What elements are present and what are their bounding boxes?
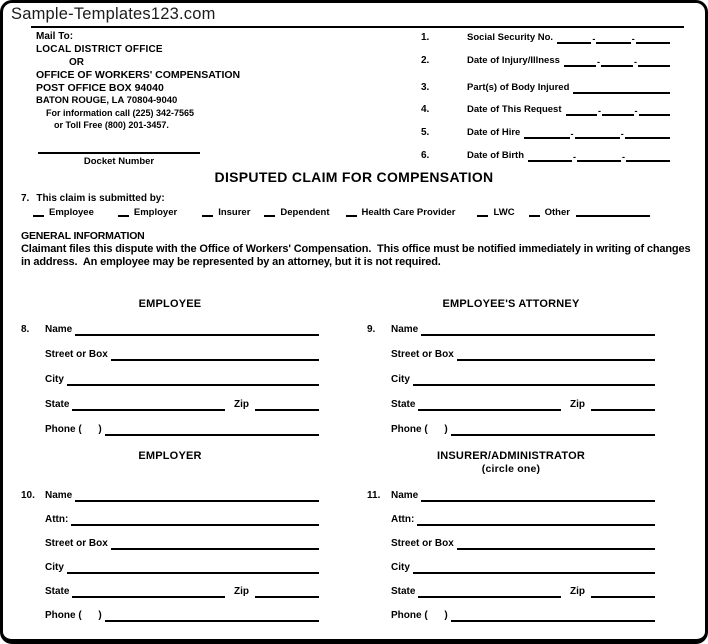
- checkbox-dependent[interactable]: [264, 215, 275, 217]
- attorney-name-blank[interactable]: [421, 334, 655, 336]
- mail-to-pobox: POST OFFICE BOX 94040: [36, 82, 164, 94]
- mail-to-city: BATON ROUGE, LA 70804-9040: [36, 95, 178, 106]
- city-label: City: [45, 562, 64, 573]
- mail-to-block: [36, 30, 240, 131]
- field-number: 4.: [421, 104, 430, 115]
- top-divider: [31, 26, 684, 28]
- section-number: 10.: [21, 490, 35, 501]
- section-employer-heading: EMPLOYER: [138, 450, 202, 462]
- option-health-care-provider[interactable]: [346, 206, 456, 219]
- employer-name-blank[interactable]: [75, 500, 319, 502]
- option-label: Dependent: [280, 207, 330, 218]
- section-employee-heading: EMPLOYEE: [138, 298, 202, 310]
- field-label: Social Security No.: [467, 32, 554, 43]
- mail-to-info: For information call (225) 342-7565: [46, 108, 195, 118]
- option-lwc[interactable]: [477, 206, 514, 219]
- hire-date-blank-3[interactable]: [625, 137, 670, 139]
- insurer-street-row: [391, 536, 655, 551]
- employer-city-blank[interactable]: [67, 572, 319, 574]
- item7-options-row: [33, 205, 639, 219]
- field-row-ssn: [421, 31, 670, 45]
- zip-label: Zip: [570, 586, 585, 597]
- name-label: Name: [391, 324, 419, 335]
- mail-to-district: LOCAL DISTRICT OFFICE: [36, 44, 163, 55]
- phone-label: Phone ( ): [391, 424, 448, 435]
- section-number: 9.: [367, 324, 376, 335]
- insurer-state-blank[interactable]: [418, 596, 561, 598]
- section-insurer: [367, 450, 655, 632]
- state-label: State: [45, 586, 70, 597]
- insurer-state-zip-row: [391, 584, 655, 599]
- section-attorney: [367, 298, 655, 447]
- street-label: Street or Box: [391, 538, 454, 549]
- section-employee: [21, 298, 319, 447]
- checkbox-employer[interactable]: [118, 215, 129, 217]
- employer-zip-blank[interactable]: [255, 596, 319, 598]
- checkbox-lwc[interactable]: [477, 215, 488, 217]
- option-label: Employee: [49, 207, 94, 218]
- insurer-phone-blank[interactable]: [451, 620, 655, 622]
- name-label: Name: [45, 490, 73, 501]
- employee-city-row: [45, 372, 319, 387]
- birth-date-blank-2[interactable]: [577, 160, 621, 162]
- attorney-zip-blank[interactable]: [591, 409, 655, 411]
- item7-label-row: [21, 193, 165, 204]
- field-label: Part(s) of Body Injured: [467, 82, 570, 93]
- insurer-name-blank[interactable]: [421, 500, 655, 502]
- option-label: Employer: [133, 207, 178, 218]
- employer-city-row: [45, 560, 319, 575]
- phone-label: Phone ( ): [391, 610, 448, 621]
- insurer-name-row: [367, 488, 655, 503]
- insurer-attn-blank[interactable]: [417, 524, 655, 526]
- attn-label: Attn:: [45, 514, 69, 525]
- field-label: Date of This Request: [467, 104, 562, 115]
- attorney-state-zip-row: [391, 397, 655, 412]
- employee-street-row: [45, 347, 319, 362]
- form-title: DISPUTED CLAIM FOR COMPENSATION: [214, 169, 494, 185]
- zip-label: Zip: [234, 586, 249, 597]
- docket-number-label: Docket Number: [83, 156, 155, 167]
- state-label: State: [45, 399, 70, 410]
- general-information-body: Claimant files this dispute with the Office of Workers' Compensation. This office must be notified immediately in writing of changes in address. An employee may be represented by an attorney, but it is not required.: [21, 243, 694, 268]
- field-row-request-date: [421, 103, 670, 117]
- attorney-street-blank[interactable]: [457, 359, 655, 361]
- phone-label: Phone ( ): [45, 424, 102, 435]
- employer-state-blank[interactable]: [72, 596, 225, 598]
- section-attorney-heading: EMPLOYEE'S ATTORNEY: [442, 298, 580, 310]
- section-number: 8.: [21, 324, 30, 335]
- checkbox-employee[interactable]: [33, 215, 44, 217]
- body-part-blank[interactable]: [573, 92, 670, 94]
- section-insurer-subheading: (circle one): [481, 463, 541, 475]
- field-label: Date of Injury/Illness: [467, 55, 560, 66]
- item7-number: 7.: [21, 193, 30, 204]
- separator-dash: -: [573, 152, 576, 162]
- option-other[interactable]: [529, 206, 650, 219]
- attn-label: Attn:: [391, 514, 415, 525]
- docket-number-field: [38, 152, 200, 167]
- field-row-body-part: [421, 81, 670, 95]
- employee-state-blank[interactable]: [72, 409, 225, 411]
- insurer-city-blank[interactable]: [413, 572, 655, 574]
- employee-city-blank[interactable]: [67, 384, 319, 386]
- field-row-injury-date: [421, 54, 670, 68]
- request-date-blank-3[interactable]: [639, 114, 671, 116]
- field-number: 5.: [421, 127, 430, 138]
- state-label: State: [391, 399, 416, 410]
- checkbox-other[interactable]: [529, 215, 540, 217]
- employer-attn-blank[interactable]: [71, 524, 319, 526]
- state-label: State: [391, 586, 416, 597]
- city-label: City: [391, 562, 410, 573]
- insurer-attn-row: [391, 512, 655, 527]
- employer-attn-row: [45, 512, 319, 527]
- city-label: City: [45, 374, 64, 385]
- mail-to-tollfree: or Toll Free (800) 201-3457.: [54, 120, 169, 130]
- attorney-state-blank[interactable]: [418, 409, 561, 411]
- employer-phone-row: [45, 608, 319, 623]
- option-label: Insurer: [218, 207, 251, 218]
- separator-dash: -: [620, 129, 624, 139]
- checkbox-health-care-provider[interactable]: [346, 215, 357, 217]
- attorney-phone-blank[interactable]: [451, 434, 655, 436]
- employee-name-row: [21, 322, 319, 337]
- attorney-city-row: [391, 372, 655, 387]
- other-blank[interactable]: [576, 215, 650, 217]
- zip-label: Zip: [570, 399, 585, 410]
- option-employee[interactable]: [33, 206, 94, 219]
- option-label: Other: [544, 207, 570, 218]
- separator-dash: -: [570, 129, 574, 139]
- insurer-zip-blank[interactable]: [591, 596, 655, 598]
- street-label: Street or Box: [391, 349, 454, 360]
- birth-date-blank-1[interactable]: [528, 160, 572, 162]
- employer-name-row: [21, 488, 319, 503]
- name-label: Name: [391, 490, 419, 501]
- ssn-blank-2[interactable]: [596, 42, 630, 44]
- employee-zip-blank[interactable]: [255, 409, 319, 411]
- checkbox-insurer[interactable]: [202, 215, 213, 217]
- zip-label: Zip: [234, 399, 249, 410]
- birth-date-blank-3[interactable]: [626, 160, 670, 162]
- attorney-city-blank[interactable]: [413, 384, 655, 386]
- city-label: City: [391, 374, 410, 385]
- section-insurer-heading: INSURER/ADMINISTRATOR: [436, 450, 586, 462]
- insurer-street-blank[interactable]: [457, 548, 655, 550]
- watermark: Sample-Templates123.com: [11, 5, 216, 23]
- street-label: Street or Box: [45, 349, 108, 360]
- field-label: Date of Hire: [467, 127, 521, 138]
- option-label: LWC: [493, 207, 515, 218]
- attorney-street-row: [391, 347, 655, 362]
- ssn-blank-1[interactable]: [557, 42, 591, 44]
- section-employer: [21, 450, 319, 632]
- mail-to-office: OFFICE OF WORKERS' COMPENSATION: [36, 69, 241, 81]
- separator-dash: -: [596, 57, 600, 67]
- field-row-hire-date: [421, 126, 670, 140]
- option-label: Health Care Provider: [361, 207, 456, 218]
- injury-date-blank-3[interactable]: [638, 65, 670, 67]
- hire-date-blank-2[interactable]: [575, 137, 620, 139]
- separator-dash: -: [622, 152, 625, 162]
- field-label: Date of Birth: [467, 150, 524, 161]
- separator-dash: -: [592, 34, 596, 44]
- field-number: 2.: [421, 55, 430, 66]
- request-date-blank-2[interactable]: [602, 114, 634, 116]
- field-row-birth-date: [421, 149, 670, 163]
- ssn-blank-3[interactable]: [636, 42, 670, 44]
- separator-dash: -: [631, 34, 635, 44]
- section-number: 11.: [367, 490, 381, 501]
- general-information-heading: GENERAL INFORMATION: [21, 230, 145, 242]
- name-label: Name: [45, 324, 73, 335]
- attorney-name-row: [367, 322, 655, 337]
- employee-state-zip-row: [45, 397, 319, 412]
- item7-label: This claim is submitted by:: [36, 193, 165, 204]
- section-insurer-heading-block: [367, 450, 655, 488]
- option-employer[interactable]: [118, 206, 177, 219]
- hire-date-blank-1[interactable]: [524, 137, 569, 139]
- employer-street-blank[interactable]: [111, 548, 319, 550]
- employee-street-blank[interactable]: [111, 359, 319, 361]
- request-date-blank-1[interactable]: [566, 114, 598, 116]
- phone-label: Phone ( ): [45, 610, 102, 621]
- separator-dash: -: [634, 106, 638, 116]
- insurer-city-row: [391, 560, 655, 575]
- attorney-phone-row: [391, 422, 655, 437]
- mail-to-or: OR: [69, 57, 84, 68]
- street-label: Street or Box: [45, 538, 108, 549]
- field-number: 6.: [421, 150, 430, 161]
- field-number: 1.: [421, 32, 430, 43]
- employee-phone-blank[interactable]: [105, 434, 319, 436]
- separator-dash: -: [598, 106, 601, 116]
- option-dependent[interactable]: [264, 206, 329, 219]
- option-insurer[interactable]: [202, 206, 250, 219]
- insurer-phone-row: [391, 608, 655, 623]
- injury-date-blank-1[interactable]: [564, 65, 596, 67]
- separator-dash: -: [633, 57, 637, 67]
- employer-street-row: [45, 536, 319, 551]
- mail-to-heading: Mail To:: [36, 31, 74, 42]
- employer-state-zip-row: [45, 584, 319, 599]
- field-number: 3.: [421, 82, 430, 93]
- docket-number-blank[interactable]: [38, 152, 200, 154]
- employer-phone-blank[interactable]: [105, 620, 319, 622]
- injury-date-blank-2[interactable]: [601, 65, 633, 67]
- employee-name-blank[interactable]: [75, 334, 319, 336]
- employee-phone-row: [45, 422, 319, 437]
